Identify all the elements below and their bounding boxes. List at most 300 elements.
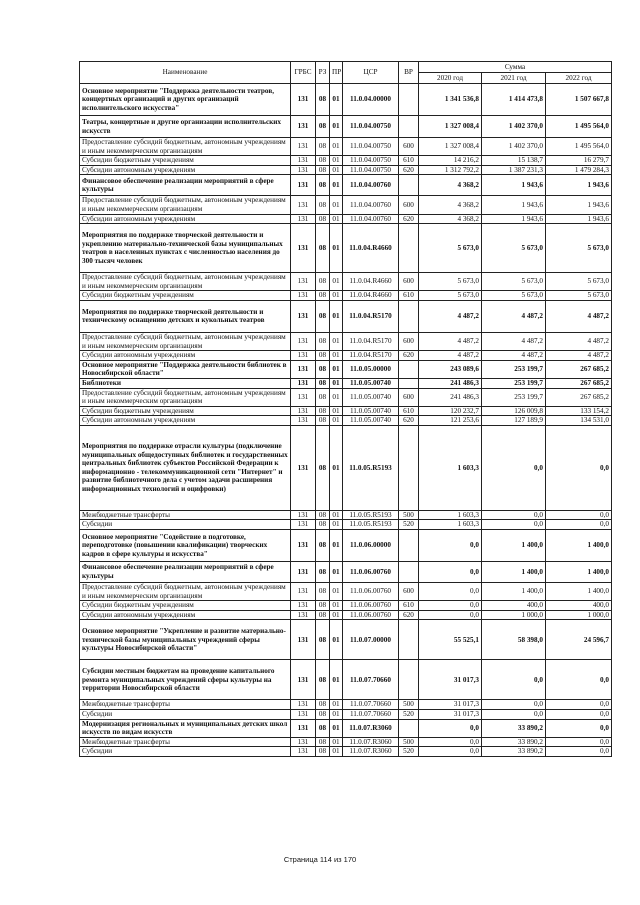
cell-2022: 0,0 xyxy=(546,719,612,737)
cell-2022: 267 685,2 xyxy=(546,360,612,378)
cell-name: Мероприятия по поддержке творческой деятельности и техническому оснащению детских и кукольных театров xyxy=(80,300,291,332)
cell-2020: 14 216,2 xyxy=(419,156,482,166)
cell-2021: 0,0 xyxy=(482,520,546,530)
cell-grbs: 131 xyxy=(291,351,316,361)
cell-rz: 08 xyxy=(316,360,330,378)
cell-2020: 5 673,0 xyxy=(419,291,482,301)
cell-rz: 08 xyxy=(316,138,330,156)
cell-grbs: 131 xyxy=(291,388,316,406)
cell-csr: 11.0.05.R5193 xyxy=(343,510,399,520)
cell-vr: 500 xyxy=(399,737,419,747)
cell-csr: 11.0.04.00750 xyxy=(343,138,399,156)
cell-2020: 241 486,3 xyxy=(419,378,482,388)
cell-grbs: 131 xyxy=(291,425,316,510)
cell-grbs: 131 xyxy=(291,510,316,520)
cell-pr: 01 xyxy=(330,291,343,301)
cell-name: Межбюджетные трансферты xyxy=(80,700,291,710)
table-row xyxy=(80,620,612,660)
cell-2020: 5 673,0 xyxy=(419,273,482,291)
cell-2021: 0,0 xyxy=(482,660,546,700)
cell-pr: 01 xyxy=(330,156,343,166)
cell-vr: 620 xyxy=(399,214,419,224)
cell-grbs: 131 xyxy=(291,360,316,378)
header-rz: РЗ xyxy=(316,62,330,84)
cell-pr: 01 xyxy=(330,610,343,620)
cell-2020: 121 253,6 xyxy=(419,416,482,426)
cell-grbs: 131 xyxy=(291,273,316,291)
cell-name: Театры, концертные и другие организации исполнительских искусств xyxy=(80,116,291,138)
cell-2020: 1 341 536,8 xyxy=(419,84,482,116)
cell-rz: 08 xyxy=(316,601,330,611)
cell-2022: 0,0 xyxy=(546,520,612,530)
cell-pr: 01 xyxy=(330,224,343,273)
cell-name: Модернизация региональных и муниципальных детских школ искусств по видам искусств xyxy=(80,719,291,737)
cell-2020: 55 525,1 xyxy=(419,620,482,660)
cell-grbs: 131 xyxy=(291,737,316,747)
cell-2022: 4 487,2 xyxy=(546,332,612,350)
cell-csr: 11.0.05.00740 xyxy=(343,406,399,416)
cell-2021: 33 890,2 xyxy=(482,719,546,737)
cell-2020: 0,0 xyxy=(419,737,482,747)
cell-vr xyxy=(399,719,419,737)
cell-pr: 01 xyxy=(330,416,343,426)
cell-2022: 0,0 xyxy=(546,425,612,510)
cell-2020: 4 487,2 xyxy=(419,300,482,332)
cell-2021: 400,0 xyxy=(482,601,546,611)
cell-2021: 33 890,2 xyxy=(482,747,546,757)
table-row xyxy=(80,138,612,156)
cell-2022: 0,0 xyxy=(546,700,612,710)
cell-csr: 11.0.05.00740 xyxy=(343,388,399,406)
cell-rz: 08 xyxy=(316,562,330,583)
cell-grbs: 131 xyxy=(291,291,316,301)
cell-2021: 5 673,0 xyxy=(482,291,546,301)
header-year-2022: 2022 год xyxy=(546,73,612,84)
cell-rz: 08 xyxy=(316,273,330,291)
cell-csr: 11.0.04.R4660 xyxy=(343,273,399,291)
cell-2022: 4 487,2 xyxy=(546,300,612,332)
cell-vr xyxy=(399,84,419,116)
cell-pr: 01 xyxy=(330,351,343,361)
cell-csr: 11.0.05.00000 xyxy=(343,360,399,378)
cell-name: Субсидии xyxy=(80,710,291,720)
cell-vr: 520 xyxy=(399,520,419,530)
cell-vr: 600 xyxy=(399,332,419,350)
cell-grbs: 131 xyxy=(291,214,316,224)
cell-csr: 11.0.07.70660 xyxy=(343,660,399,700)
cell-pr: 01 xyxy=(330,214,343,224)
header-csr: ЦСР xyxy=(343,62,399,84)
cell-csr: 11.0.05.R5193 xyxy=(343,425,399,510)
header-year-2020: 2020 год xyxy=(419,73,482,84)
cell-csr: 11.0.06.00000 xyxy=(343,530,399,562)
cell-2022: 0,0 xyxy=(546,710,612,720)
table-row xyxy=(80,378,612,388)
cell-name: Мероприятия по поддержке творческой деятельности и укреплению материально-технической базы муниципальных театров в населенных пунктах с численностью населения до 300 тысяч человек xyxy=(80,224,291,273)
cell-2021: 1 414 473,8 xyxy=(482,84,546,116)
cell-2020: 0,0 xyxy=(419,610,482,620)
cell-pr: 01 xyxy=(330,601,343,611)
cell-2022: 1 943,6 xyxy=(546,196,612,214)
cell-csr: 11.0.04.00760 xyxy=(343,196,399,214)
cell-2022: 16 279,7 xyxy=(546,156,612,166)
page-footer: Страница 114 из 170 xyxy=(283,855,357,864)
cell-2021: 1 943,6 xyxy=(482,175,546,196)
cell-name: Межбюджетные трансферты xyxy=(80,510,291,520)
cell-2021: 1 000,0 xyxy=(482,610,546,620)
cell-grbs: 131 xyxy=(291,520,316,530)
cell-vr: 620 xyxy=(399,165,419,175)
cell-pr: 01 xyxy=(330,378,343,388)
table-row xyxy=(80,416,612,426)
cell-grbs: 131 xyxy=(291,719,316,737)
cell-2022: 0,0 xyxy=(546,660,612,700)
cell-2022: 24 596,7 xyxy=(546,620,612,660)
cell-csr: 11.0.04.R5170 xyxy=(343,351,399,361)
cell-2021: 4 487,2 xyxy=(482,300,546,332)
cell-vr xyxy=(399,660,419,700)
cell-2020: 1 603,3 xyxy=(419,510,482,520)
cell-name: Предоставление субсидий бюджетным, автономным учреждениям и иным некоммерческим организациям xyxy=(80,138,291,156)
cell-vr: 620 xyxy=(399,610,419,620)
cell-2021: 1 400,0 xyxy=(482,562,546,583)
table-row xyxy=(80,747,612,757)
cell-2022: 5 673,0 xyxy=(546,273,612,291)
table-row xyxy=(80,156,612,166)
cell-pr: 01 xyxy=(330,737,343,747)
cell-pr: 01 xyxy=(330,84,343,116)
cell-2021: 5 673,0 xyxy=(482,224,546,273)
cell-2020: 1 603,3 xyxy=(419,520,482,530)
cell-pr: 01 xyxy=(330,583,343,601)
cell-csr: 11.0.04.R5170 xyxy=(343,332,399,350)
cell-csr: 11.0.06.00760 xyxy=(343,562,399,583)
cell-grbs: 131 xyxy=(291,660,316,700)
cell-2020: 0,0 xyxy=(419,562,482,583)
cell-rz: 08 xyxy=(316,719,330,737)
cell-grbs: 131 xyxy=(291,710,316,720)
cell-2021: 253 199,7 xyxy=(482,388,546,406)
table-row xyxy=(80,530,612,562)
cell-csr: 11.0.04.R5170 xyxy=(343,300,399,332)
cell-vr: 610 xyxy=(399,406,419,416)
table-row xyxy=(80,710,612,720)
cell-2021: 58 398,0 xyxy=(482,620,546,660)
cell-csr: 11.0.06.00760 xyxy=(343,601,399,611)
cell-2020: 1 327 008,4 xyxy=(419,116,482,138)
cell-grbs: 131 xyxy=(291,620,316,660)
cell-rz: 08 xyxy=(316,84,330,116)
cell-rz: 08 xyxy=(316,156,330,166)
table-row xyxy=(80,510,612,520)
table-row xyxy=(80,601,612,611)
cell-vr xyxy=(399,425,419,510)
cell-grbs: 131 xyxy=(291,406,316,416)
cell-csr: 11.0.06.00760 xyxy=(343,610,399,620)
cell-2022: 1 400,0 xyxy=(546,583,612,601)
cell-csr: 11.0.04.00750 xyxy=(343,116,399,138)
cell-grbs: 131 xyxy=(291,116,316,138)
cell-name: Субсидии бюджетным учреждениям xyxy=(80,406,291,416)
cell-vr: 600 xyxy=(399,273,419,291)
table-row xyxy=(80,406,612,416)
cell-name: Финансовое обеспечение реализации мероприятий в сфере культуры xyxy=(80,175,291,196)
cell-pr: 01 xyxy=(330,700,343,710)
budget-table xyxy=(79,61,612,757)
cell-pr: 01 xyxy=(330,165,343,175)
cell-grbs: 131 xyxy=(291,156,316,166)
cell-name: Субсидии автономным учреждениям xyxy=(80,351,291,361)
cell-2020: 0,0 xyxy=(419,583,482,601)
cell-2020: 1 312 792,2 xyxy=(419,165,482,175)
cell-2021: 1 943,6 xyxy=(482,196,546,214)
cell-2022: 1 495 564,0 xyxy=(546,138,612,156)
cell-2022: 1 943,6 xyxy=(546,214,612,224)
cell-name: Основное мероприятие "Поддержка деятельности библиотек в Новосибирской области" xyxy=(80,360,291,378)
cell-2022: 1 479 284,3 xyxy=(546,165,612,175)
cell-vr: 610 xyxy=(399,156,419,166)
cell-2020: 4 487,2 xyxy=(419,332,482,350)
cell-2021: 4 487,2 xyxy=(482,332,546,350)
table-row xyxy=(80,291,612,301)
table-row xyxy=(80,196,612,214)
cell-2021: 0,0 xyxy=(482,510,546,520)
table-row xyxy=(80,562,612,583)
cell-name: Предоставление субсидий бюджетным, автономным учреждениям и иным некоммерческим организациям xyxy=(80,388,291,406)
cell-2020: 31 017,3 xyxy=(419,700,482,710)
cell-pr: 01 xyxy=(330,620,343,660)
cell-2021: 5 673,0 xyxy=(482,273,546,291)
cell-pr: 01 xyxy=(330,175,343,196)
cell-rz: 08 xyxy=(316,116,330,138)
cell-2022: 4 487,2 xyxy=(546,351,612,361)
cell-csr: 11.0.04.00760 xyxy=(343,175,399,196)
cell-2020: 1 603,3 xyxy=(419,425,482,510)
cell-name: Субсидии бюджетным учреждениям xyxy=(80,291,291,301)
cell-2022: 133 154,2 xyxy=(546,406,612,416)
cell-csr: 11.0.07.70660 xyxy=(343,710,399,720)
cell-name: Субсидии автономным учреждениям xyxy=(80,214,291,224)
cell-2022: 1 000,0 xyxy=(546,610,612,620)
cell-vr: 620 xyxy=(399,351,419,361)
cell-2022: 1 943,6 xyxy=(546,175,612,196)
cell-csr: 11.0.04.00760 xyxy=(343,214,399,224)
cell-vr: 600 xyxy=(399,583,419,601)
cell-name: Субсидии автономным учреждениям xyxy=(80,416,291,426)
cell-csr: 11.0.05.00740 xyxy=(343,378,399,388)
cell-vr: 500 xyxy=(399,700,419,710)
cell-2020: 0,0 xyxy=(419,747,482,757)
cell-grbs: 131 xyxy=(291,300,316,332)
cell-2021: 126 009,8 xyxy=(482,406,546,416)
cell-pr: 01 xyxy=(330,425,343,510)
cell-csr: 11.0.05.R5193 xyxy=(343,520,399,530)
header-name: Наименование xyxy=(80,62,291,84)
cell-2021: 1 387 231,3 xyxy=(482,165,546,175)
cell-grbs: 131 xyxy=(291,700,316,710)
cell-name: Основное мероприятие "Укрепление и развитие материально-технической базы муниципальных учреждений сферы культуры Новосибирской области" xyxy=(80,620,291,660)
cell-vr: 600 xyxy=(399,138,419,156)
cell-name: Основное мероприятие "Поддержка деятельности театров, концертных организаций и других организаций исполнительского искусства" xyxy=(80,84,291,116)
table-row xyxy=(80,719,612,737)
cell-2021: 127 189,9 xyxy=(482,416,546,426)
cell-grbs: 131 xyxy=(291,165,316,175)
cell-2020: 0,0 xyxy=(419,530,482,562)
cell-csr: 11.0.04.R4660 xyxy=(343,291,399,301)
cell-vr: 600 xyxy=(399,196,419,214)
cell-pr: 01 xyxy=(330,196,343,214)
cell-2021: 0,0 xyxy=(482,700,546,710)
cell-rz: 08 xyxy=(316,737,330,747)
cell-2022: 1 507 667,8 xyxy=(546,84,612,116)
cell-pr: 01 xyxy=(330,388,343,406)
cell-vr xyxy=(399,530,419,562)
table-row xyxy=(80,700,612,710)
table-row xyxy=(80,360,612,378)
cell-grbs: 131 xyxy=(291,196,316,214)
cell-rz: 08 xyxy=(316,610,330,620)
cell-pr: 01 xyxy=(330,520,343,530)
cell-grbs: 131 xyxy=(291,378,316,388)
cell-pr: 01 xyxy=(330,510,343,520)
cell-vr xyxy=(399,175,419,196)
cell-2022: 400,0 xyxy=(546,601,612,611)
table-row xyxy=(80,273,612,291)
cell-rz: 08 xyxy=(316,214,330,224)
cell-2022: 0,0 xyxy=(546,737,612,747)
cell-2020: 4 487,2 xyxy=(419,351,482,361)
cell-2022: 1 400,0 xyxy=(546,530,612,562)
cell-name: Межбюджетные трансферты xyxy=(80,737,291,747)
cell-grbs: 131 xyxy=(291,610,316,620)
header-vr: ВР xyxy=(399,62,419,84)
cell-2021: 15 138,7 xyxy=(482,156,546,166)
cell-vr xyxy=(399,620,419,660)
cell-vr xyxy=(399,300,419,332)
cell-2020: 4 368,2 xyxy=(419,214,482,224)
cell-vr xyxy=(399,116,419,138)
cell-pr: 01 xyxy=(330,360,343,378)
cell-grbs: 131 xyxy=(291,224,316,273)
cell-name: Основное мероприятие "Содействие в подготовке, переподготовке (повышении квалификации) творческих кадров в сфере культуры и искусства" xyxy=(80,530,291,562)
cell-2021: 1 943,6 xyxy=(482,214,546,224)
cell-name: Субсидии местным бюджетам на проведение капитального ремонта муниципальных учреждений сферы культуры на территории Новосибирской области xyxy=(80,660,291,700)
cell-vr xyxy=(399,224,419,273)
cell-2022: 0,0 xyxy=(546,747,612,757)
cell-vr: 620 xyxy=(399,416,419,426)
cell-name: Субсидии бюджетным учреждениям xyxy=(80,156,291,166)
table-row xyxy=(80,583,612,601)
cell-2022: 267 685,2 xyxy=(546,388,612,406)
cell-2020: 120 232,7 xyxy=(419,406,482,416)
cell-2022: 5 673,0 xyxy=(546,224,612,273)
table-body xyxy=(80,84,612,757)
cell-rz: 08 xyxy=(316,406,330,416)
header-grbs: ГРБС xyxy=(291,62,316,84)
cell-rz: 08 xyxy=(316,332,330,350)
cell-2020: 1 327 008,4 xyxy=(419,138,482,156)
cell-2021: 1 402 370,0 xyxy=(482,116,546,138)
cell-rz: 08 xyxy=(316,416,330,426)
cell-name: Субсидии xyxy=(80,520,291,530)
cell-2022: 5 673,0 xyxy=(546,291,612,301)
header-pr: ПР xyxy=(330,62,343,84)
cell-vr: 520 xyxy=(399,710,419,720)
cell-csr: 11.0.04.00750 xyxy=(343,165,399,175)
cell-name: Предоставление субсидий бюджетным, автономным учреждениям и иным некоммерческим организациям xyxy=(80,332,291,350)
cell-2020: 0,0 xyxy=(419,719,482,737)
cell-2022: 267 685,2 xyxy=(546,378,612,388)
cell-csr: 11.0.04.00000 xyxy=(343,84,399,116)
table-row xyxy=(80,84,612,116)
cell-name: Субсидии автономным учреждениям xyxy=(80,165,291,175)
cell-rz: 08 xyxy=(316,660,330,700)
cell-rz: 08 xyxy=(316,700,330,710)
cell-rz: 08 xyxy=(316,510,330,520)
cell-2022: 1 400,0 xyxy=(546,562,612,583)
cell-2020: 5 673,0 xyxy=(419,224,482,273)
table-row xyxy=(80,425,612,510)
cell-pr: 01 xyxy=(330,660,343,700)
cell-vr: 610 xyxy=(399,601,419,611)
cell-2022: 1 495 564,0 xyxy=(546,116,612,138)
cell-csr: 11.0.04.00750 xyxy=(343,156,399,166)
table-row xyxy=(80,737,612,747)
cell-pr: 01 xyxy=(330,138,343,156)
cell-grbs: 131 xyxy=(291,175,316,196)
header-row xyxy=(80,62,612,73)
cell-csr: 11.0.07.00000 xyxy=(343,620,399,660)
table-row xyxy=(80,610,612,620)
cell-rz: 08 xyxy=(316,291,330,301)
cell-pr: 01 xyxy=(330,300,343,332)
cell-2022: 0,0 xyxy=(546,510,612,520)
cell-rz: 08 xyxy=(316,710,330,720)
cell-name: Предоставление субсидий бюджетным, автономным учреждениям и иным некоммерческим организациям xyxy=(80,273,291,291)
cell-rz: 08 xyxy=(316,196,330,214)
cell-pr: 01 xyxy=(330,562,343,583)
cell-grbs: 131 xyxy=(291,416,316,426)
cell-2021: 4 487,2 xyxy=(482,351,546,361)
cell-pr: 01 xyxy=(330,719,343,737)
cell-2021: 0,0 xyxy=(482,710,546,720)
cell-vr: 500 xyxy=(399,510,419,520)
cell-grbs: 131 xyxy=(291,583,316,601)
cell-grbs: 131 xyxy=(291,530,316,562)
table-row xyxy=(80,332,612,350)
cell-2021: 1 400,0 xyxy=(482,530,546,562)
cell-2020: 243 089,6 xyxy=(419,360,482,378)
cell-name: Предоставление субсидий бюджетным, автономным учреждениям и иным некоммерческим организациям xyxy=(80,196,291,214)
table-row xyxy=(80,224,612,273)
cell-2020: 31 017,3 xyxy=(419,660,482,700)
header-sum: Сумма xyxy=(419,62,612,73)
cell-name: Субсидии xyxy=(80,747,291,757)
table-row xyxy=(80,520,612,530)
cell-name: Библиотеки xyxy=(80,378,291,388)
cell-2021: 253 199,7 xyxy=(482,378,546,388)
cell-grbs: 131 xyxy=(291,138,316,156)
cell-csr: 11.0.06.00760 xyxy=(343,583,399,601)
cell-pr: 01 xyxy=(330,116,343,138)
cell-rz: 08 xyxy=(316,747,330,757)
cell-rz: 08 xyxy=(316,351,330,361)
cell-pr: 01 xyxy=(330,273,343,291)
cell-rz: 08 xyxy=(316,620,330,660)
cell-2020: 31 017,3 xyxy=(419,710,482,720)
cell-2020: 0,0 xyxy=(419,601,482,611)
cell-rz: 08 xyxy=(316,530,330,562)
